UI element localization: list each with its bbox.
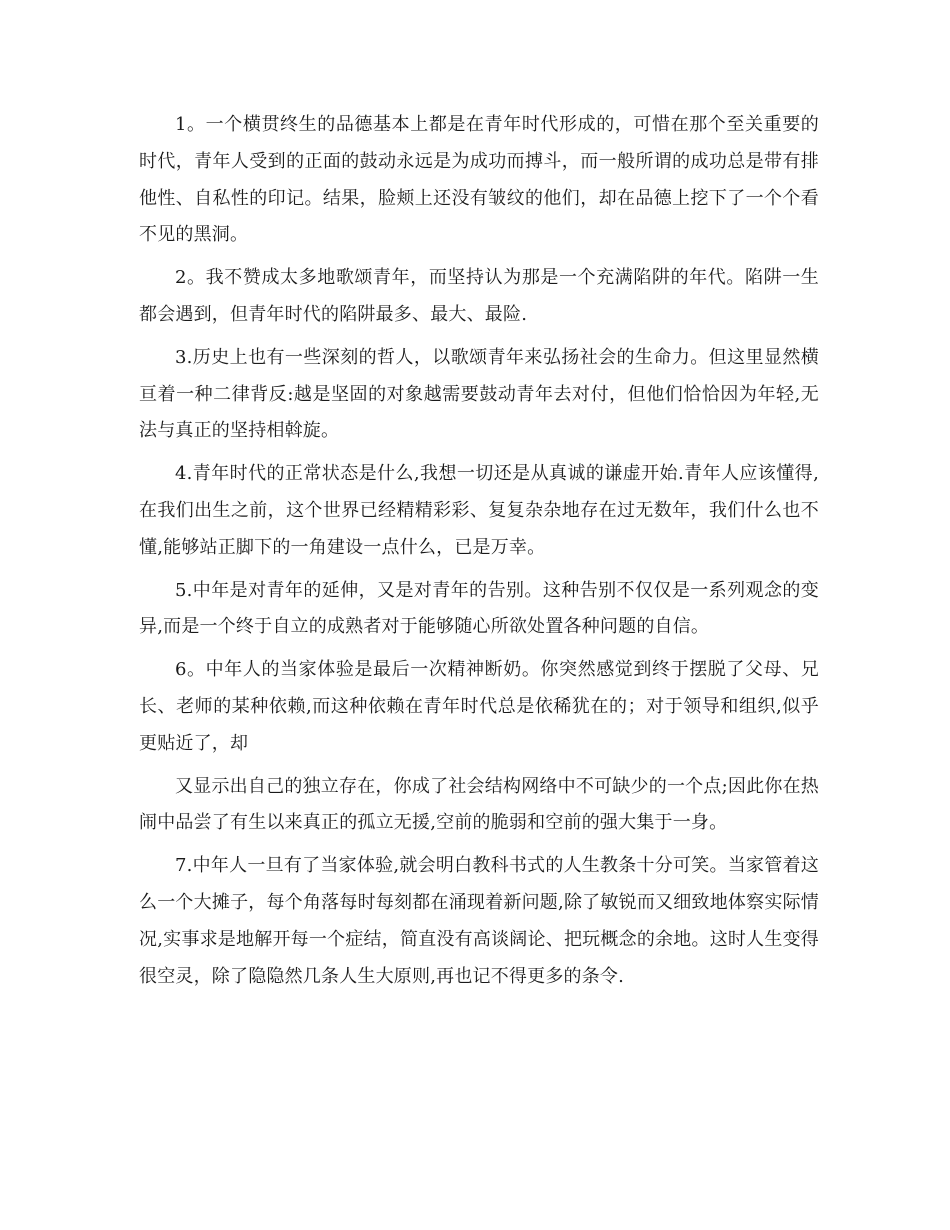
paragraph-1: 1。一个横贯终生的品德基本上都是在青年时代形成的，可惜在那个至关重要的时代，青年人受到的正面的鼓动永远是为成功而搏斗，而一般所谓的成功总是带有排他性、自私性的印记。结果，脸颊上还没有皱纹的他们，却在品德上挖下了一个个看不见的黑洞。 xyxy=(139,114,819,246)
paragraph-4: 4.青年时代的正常状态是什么,我想一切还是从真诚的谦虚开始.青年人应该懂得,在我们出生之前，这个世界已经精精彩彩、复复杂杂地存在过无数年，我们什么也不懂,能够站正脚下的一角建设一点什么，已是万幸。 xyxy=(139,463,819,558)
paragraph-7: 7.中年人一旦有了当家体验,就会明白教科书式的人生教条十分可笑。当家管着这么一个大摊子，每个角落每时每刻都在涌现着新问题,除了敏锐而又细致地体察实际情况,实事求是地解开每一个症结，简直没有高谈阔论、把玩概念的余地。这时人生变得很空灵，除了隐隐然几条人生大原则,再也记不得更多的条令. xyxy=(139,855,819,987)
paragraph-5: 5.中年是对青年的延伸，又是对青年的告别。这种告别不仅仅是一系列观念的变异,而是一个终于自立的成熟者对于能够随心所欲处置各种问题的自信。 xyxy=(139,579,819,638)
paragraph-3: 3.历史上也有一些深刻的哲人，以歌颂青年来弘扬社会的生命力。但这里显然横亘着一种二律背反:越是坚固的对象越需要鼓动青年去对付，但他们恰恰因为年轻,无法与真正的坚持相斡旋。 xyxy=(139,346,819,442)
paragraph-6-continued: 又显示出自己的独立存在，你成了社会结构网络中不可缺少的一个点;因此你在热闹中品尝了有生以来真正的孤立无援,空前的脆弱和空前的强大集于一身。 xyxy=(139,775,819,834)
document-body xyxy=(139,107,819,1001)
paragraph-2: 2。我不赞成太多地歌颂青年，而坚持认为那是一个充满陷阱的年代。陷阱一生都会遇到，但青年时代的陷阱最多、最大、最险. xyxy=(139,267,819,325)
paragraph-6: 6。中年人的当家体验是最后一次精神断奶。你突然感觉到终于摆脱了父母、兄长、老师的某种依赖,而这种依赖在青年时代总是依稀犹在的；对于领导和组织,似乎更贴近了，却 xyxy=(139,659,819,754)
